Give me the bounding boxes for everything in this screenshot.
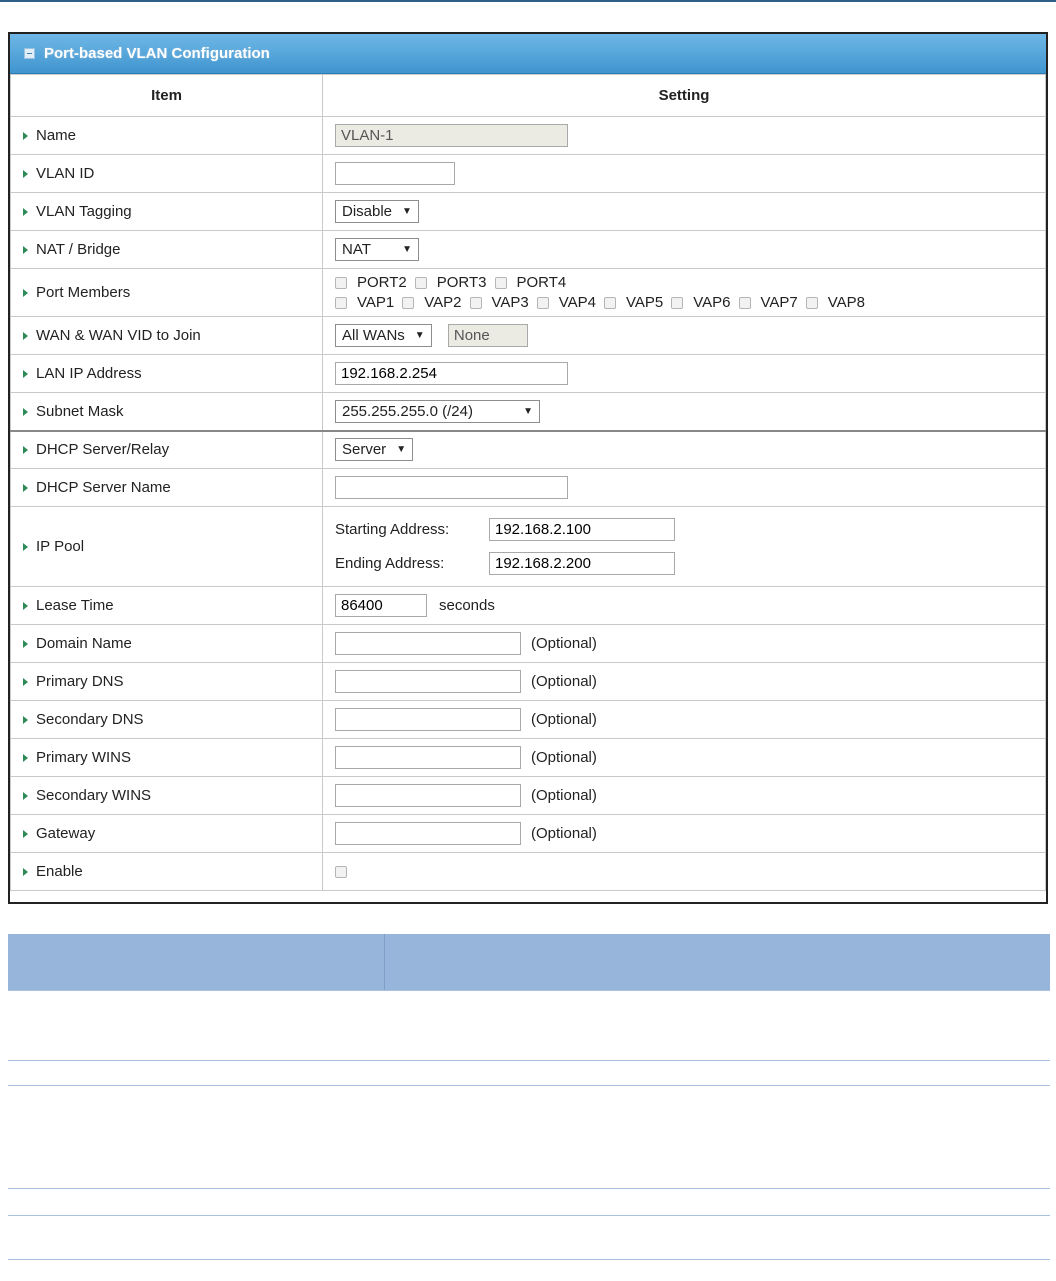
select-value: All WANs xyxy=(342,327,405,344)
vap6-checkbox[interactable] xyxy=(671,297,683,309)
vlan-tagging-select[interactable] xyxy=(335,200,419,223)
port-checkbox-line xyxy=(335,273,1045,293)
row-domain-name xyxy=(11,625,1046,663)
dropdown-caret-icon: ▼ xyxy=(523,405,533,417)
row-label: Enable xyxy=(36,863,83,880)
arrow-icon xyxy=(23,868,28,876)
arrow-icon xyxy=(23,602,28,610)
row-nat-bridge xyxy=(11,231,1046,269)
vap4-checkbox[interactable] xyxy=(537,297,549,309)
row-wan-join xyxy=(11,317,1046,355)
arrow-icon xyxy=(23,716,28,724)
primary-dns-input[interactable] xyxy=(335,670,521,693)
pool-start-input[interactable] xyxy=(489,518,675,541)
row-label: Secondary WINS xyxy=(36,787,152,804)
select-value: 255.255.255.0 (/24) xyxy=(342,402,473,420)
dhcp-mode-select[interactable] xyxy=(335,438,413,461)
row-label: Secondary DNS xyxy=(36,711,144,728)
vlan-config-panel xyxy=(8,32,1048,904)
name-input[interactable] xyxy=(335,124,568,147)
row-label: NAT / Bridge xyxy=(36,241,121,258)
gateway-input[interactable] xyxy=(335,822,521,845)
dropdown-caret-icon: ▼ xyxy=(414,330,425,341)
select-value: NAT xyxy=(342,241,371,258)
row-primary-wins xyxy=(11,739,1046,777)
arrow-icon xyxy=(23,408,28,416)
optional-hint: (Optional) xyxy=(531,825,597,842)
row-lease-time xyxy=(11,587,1046,625)
description-row xyxy=(8,1189,1050,1216)
optional-hint: (Optional) xyxy=(531,711,597,728)
row-dhcp-server-name xyxy=(11,469,1046,507)
description-row xyxy=(8,1216,1050,1260)
arrow-icon xyxy=(23,370,28,378)
row-label: LAN IP Address xyxy=(36,365,142,382)
arrow-icon xyxy=(23,484,28,492)
pool-start-line xyxy=(335,513,1045,547)
row-label: DHCP Server/Relay xyxy=(36,441,170,459)
port2-checkbox[interactable] xyxy=(335,277,347,289)
lease-time-input[interactable] xyxy=(335,594,427,617)
vap5-checkbox[interactable] xyxy=(604,297,616,309)
panel-title: Port-based VLAN Configuration xyxy=(44,45,270,62)
row-vlan-tagging xyxy=(11,193,1046,231)
row-label: WAN & WAN VID to Join xyxy=(36,327,201,344)
secondary-wins-input[interactable] xyxy=(335,784,521,807)
vap-label: VAP1 xyxy=(357,294,395,311)
description-row xyxy=(8,1061,1050,1086)
description-table xyxy=(8,934,1050,1260)
row-label: VLAN ID xyxy=(36,165,95,182)
port-label: PORT3 xyxy=(436,274,487,291)
row-secondary-dns xyxy=(11,701,1046,739)
arrow-icon xyxy=(23,246,28,254)
row-dhcp-mode xyxy=(11,431,1046,469)
vap-label: VAP8 xyxy=(827,294,865,311)
port-label: PORT2 xyxy=(357,274,407,291)
optional-hint: (Optional) xyxy=(531,787,597,804)
description-row xyxy=(8,991,1050,1061)
panel-header[interactable] xyxy=(10,34,1046,74)
row-label: Subnet Mask xyxy=(36,402,124,420)
optional-hint: (Optional) xyxy=(531,635,597,652)
wan-vid-input[interactable] xyxy=(448,324,528,347)
row-ip-pool xyxy=(11,507,1046,587)
select-value: Server xyxy=(342,441,387,459)
row-enable xyxy=(11,853,1046,891)
top-divider xyxy=(0,0,1056,2)
table-header-row xyxy=(11,75,1046,117)
arrow-icon xyxy=(23,446,28,454)
vap3-checkbox[interactable] xyxy=(470,297,482,309)
vap1-checkbox[interactable] xyxy=(335,297,347,309)
optional-hint: (Optional) xyxy=(531,749,597,766)
row-label: Primary WINS xyxy=(36,749,131,766)
row-name xyxy=(11,117,1046,155)
row-label: DHCP Server Name xyxy=(36,479,171,496)
optional-hint: (Optional) xyxy=(531,673,597,690)
row-label: Gateway xyxy=(36,825,96,842)
row-lan-ip xyxy=(11,355,1046,393)
row-label: IP Pool xyxy=(36,538,85,555)
row-label: VLAN Tagging xyxy=(36,203,132,220)
vlan-id-input[interactable] xyxy=(335,162,455,185)
port-label: PORT4 xyxy=(516,274,567,291)
wan-join-select[interactable] xyxy=(335,324,432,347)
column-header-item: Item xyxy=(11,75,323,117)
subnet-mask-select[interactable] xyxy=(335,400,540,423)
lan-ip-input[interactable] xyxy=(335,362,568,385)
arrow-icon xyxy=(23,830,28,838)
description-header-col2 xyxy=(385,934,1051,991)
secondary-dns-input[interactable] xyxy=(335,708,521,731)
arrow-icon xyxy=(23,678,28,686)
port3-checkbox[interactable] xyxy=(415,277,427,289)
vap-label: VAP3 xyxy=(491,294,529,311)
arrow-icon xyxy=(23,208,28,216)
arrow-icon xyxy=(23,332,28,340)
arrow-icon xyxy=(23,792,28,800)
row-label: Lease Time xyxy=(36,597,114,614)
dropdown-caret-icon: ▼ xyxy=(402,206,412,217)
arrow-icon xyxy=(23,289,28,297)
port4-checkbox[interactable] xyxy=(495,277,507,289)
collapse-icon[interactable] xyxy=(24,48,35,59)
vap-label: VAP2 xyxy=(424,294,462,311)
row-label: Primary DNS xyxy=(36,673,124,690)
row-label: Domain Name xyxy=(36,635,132,652)
dropdown-caret-icon: ▼ xyxy=(402,244,412,255)
description-header-col1 xyxy=(8,934,385,991)
config-table xyxy=(10,74,1046,891)
select-value: Disable xyxy=(342,203,393,220)
arrow-icon xyxy=(23,640,28,648)
row-subnet-mask xyxy=(11,393,1046,431)
pool-end-line xyxy=(335,547,1045,581)
arrow-icon xyxy=(23,754,28,762)
pool-start-label: Starting Address: xyxy=(335,521,450,538)
row-label: Name xyxy=(36,127,77,144)
description-row xyxy=(8,1086,1050,1189)
row-secondary-wins xyxy=(11,777,1046,815)
description-header-row xyxy=(8,934,1050,991)
dhcp-server-name-input[interactable] xyxy=(335,476,568,499)
row-label: Port Members xyxy=(36,284,131,301)
lease-unit: seconds xyxy=(439,597,495,614)
domain-name-input[interactable] xyxy=(335,632,521,655)
vap-label: VAP7 xyxy=(760,294,798,311)
dropdown-caret-icon: ▼ xyxy=(396,444,407,456)
arrow-icon xyxy=(23,543,28,551)
row-gateway xyxy=(11,815,1046,853)
vap-label: VAP5 xyxy=(626,294,664,311)
arrow-icon xyxy=(23,132,28,140)
column-header-setting: Setting xyxy=(323,75,1046,117)
enable-checkbox[interactable] xyxy=(335,866,347,878)
vap-label: VAP6 xyxy=(693,294,731,311)
pool-end-label: Ending Address: xyxy=(335,555,445,572)
row-vlan-id xyxy=(11,155,1046,193)
primary-wins-input[interactable] xyxy=(335,746,521,769)
vap2-checkbox[interactable] xyxy=(402,297,414,309)
row-primary-dns xyxy=(11,663,1046,701)
vap8-checkbox[interactable] xyxy=(806,297,818,309)
vap7-checkbox[interactable] xyxy=(739,297,751,309)
nat-bridge-select[interactable] xyxy=(335,238,419,261)
arrow-icon xyxy=(23,170,28,178)
vap-label: VAP4 xyxy=(558,294,596,311)
pool-end-input[interactable] xyxy=(489,552,675,575)
vap-checkbox-line xyxy=(335,293,1045,313)
row-port-members xyxy=(11,269,1046,317)
